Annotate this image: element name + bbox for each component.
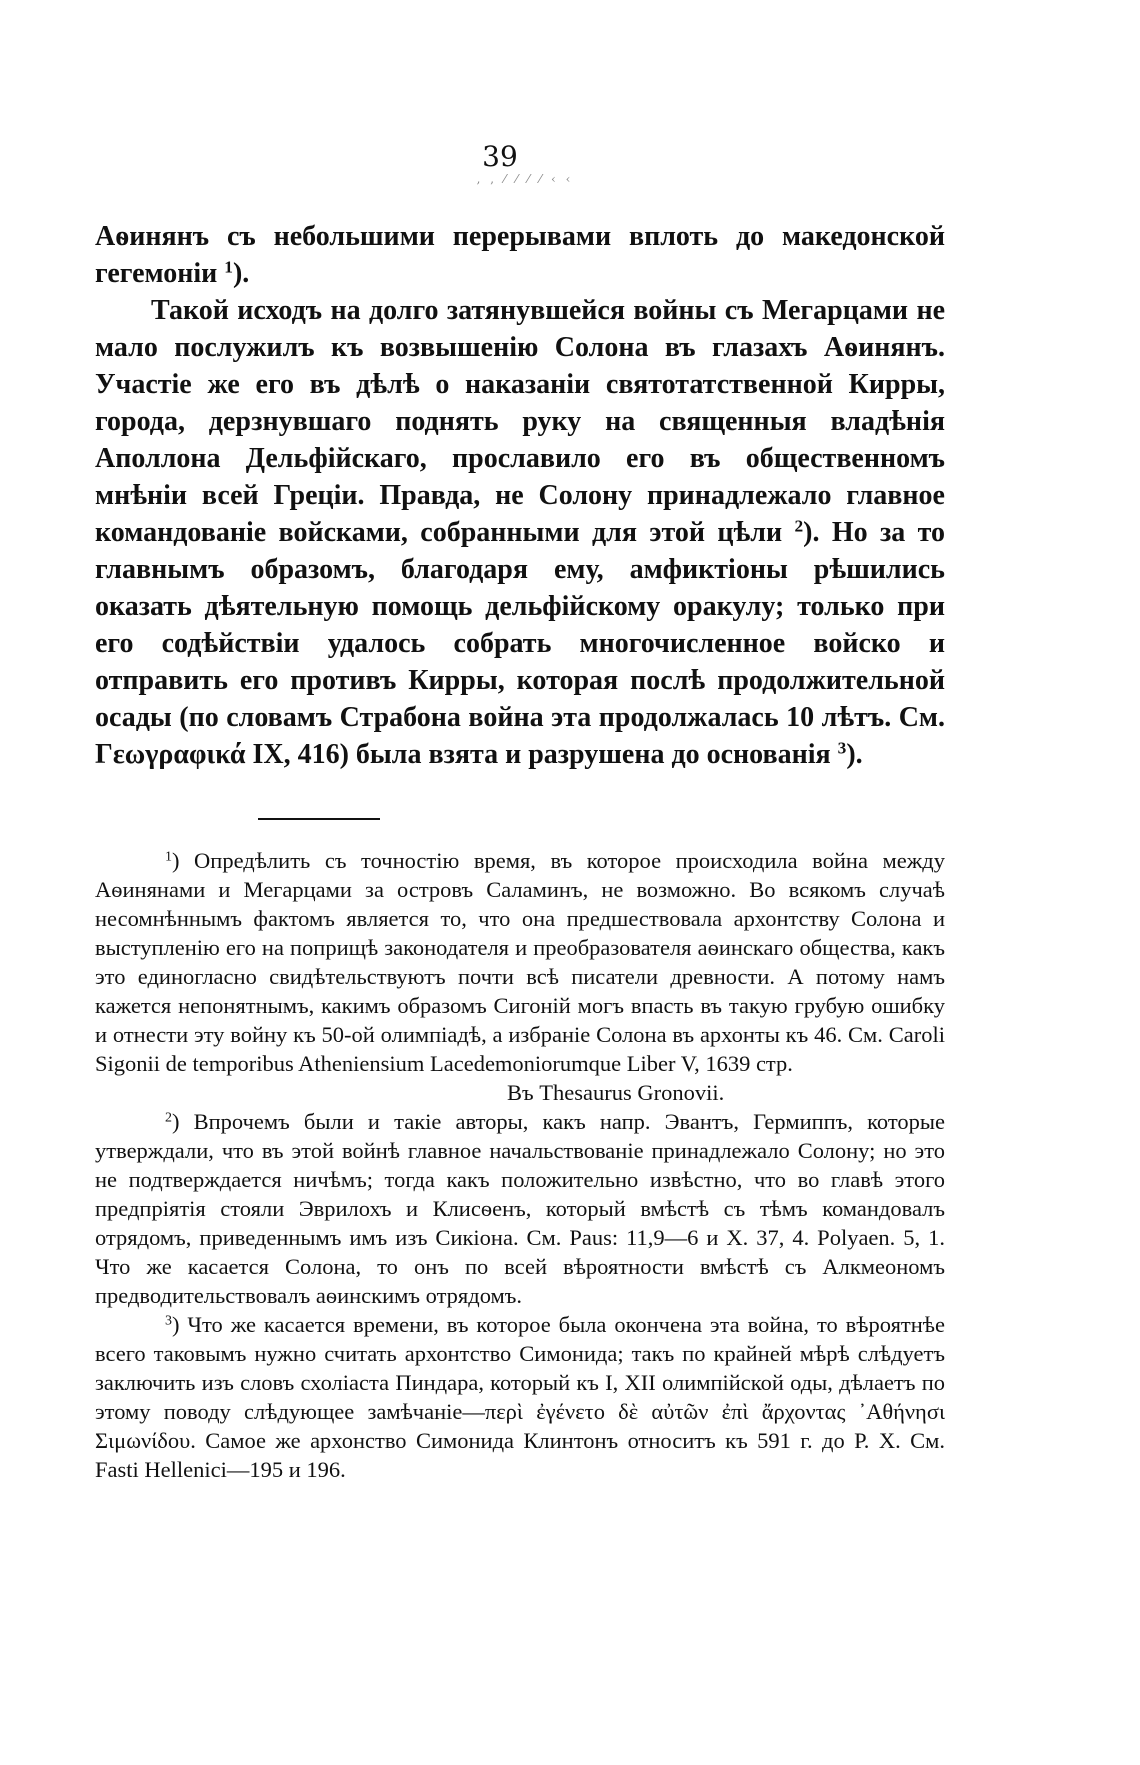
footnote-ref-2: 2 xyxy=(794,516,804,536)
footnote-3-mark: 3 xyxy=(165,1313,172,1329)
page-number-underline: ‚ ‚ ⁄ ⁄ ⁄ ⁄ ‹ ‹ xyxy=(476,172,574,186)
footnote-ref-3: 3 xyxy=(837,738,847,758)
footnote-1-text: ) Опредѣлить съ точностію время, въ которое происходила война между Аѳинянами и Мегарцами за островъ Саламинъ, не возможно. Во всякомъ случаѣ несомнѣннымъ фактомъ является то, что она предшествовала архонтству Солона и выступленію его на поприщѣ законодателя и преобразователя аѳинскаго общества, какъ это единогласно свидѣтельствуютъ почти всѣ писатели древности. А потому намъ кажется непонятнымъ, какимъ образомъ Сигоній могъ впасть въ такую грубую ошибку и отнести эту войну къ 50-ой олимпіадѣ, а избраніе Солона въ архонты къ 46. См. Caroli Sigonii de temporibus Atheniensium Lacedemoniorumque Liber V, 1639 стр. xyxy=(95,848,945,1076)
paragraph-2-text-b: ). Но за то главнымъ образомъ, благодаря ему, амфиктіоны рѣшились оказать дѣятельную помощь дельфійскому оракулу; только при его содѣйствіи удалось собрать многочисленное войско и отправить его противъ Кирры, которая послѣ продолжительной осады (по словамъ Страбона война эта продолжалась 10 лѣтъ. См. Γεωγραφικά IX, 416) была взята и разрушена до основанія xyxy=(95,517,945,770)
footnote-2-mark: 2 xyxy=(165,1110,172,1126)
paragraph-1-text: Аѳинянъ съ небольшими перерывами вплоть до македонской гегемоніи xyxy=(95,221,945,289)
footnote-ref-1: 1 xyxy=(224,257,233,277)
footnotes xyxy=(95,846,945,1484)
footnote-3-text: ) Что же касается времени, въ которое была окончена эта война, то вѣроятнѣе всего таковымъ нужно считать архонтство Симонида; такъ по крайней мѣрѣ слѣдуетъ заключить изъ словъ схоліаста Пиндара, который къ I, XII олимпійской оды, дѣлаетъ по этому поводу слѣдующее замѣчаніе—περὶ ἐγένετο δὲ αὐτῶν ἐπὶ ἄρχοντας ᾿Αθήνησι Σιμωνίδου. Самое же архонство Симонида Клинтонъ относитъ къ 591 г. до Р. Х. См. Fasti Hellenici—195 и 196. xyxy=(95,1312,945,1482)
paragraph-2-text-a: Такой исходъ на долго затянувшейся войны съ Мегарцами не мало послужилъ къ возвышенію Солона въ глазахъ Аѳинянъ. Участіе же его въ дѣлѣ о наказаніи святотатственной Кирры, города, дерзнувшаго поднять руку на священныя владѣнія Аполлона Дельфійскаго, прославило его въ общественномъ мнѣніи всей Греціи. Правда, не Солону принадлежало главное командованіе войсками, собранными для этой цѣли xyxy=(95,295,945,548)
footnote-divider xyxy=(258,818,380,820)
paragraph-2 xyxy=(95,292,945,773)
footnote-2-text: ) Впрочемъ были и такіе авторы, какъ напр. Эвантъ, Гермиппъ, которые утверждали, что въ этой войнѣ главное начальствованіе принадлежало Солону; но это не подтверждается ничѣмъ; тогда какъ положительно извѣстно, что во главѣ этого предпріятія стояли Эврилохъ и Клисѳенъ, который вмѣстѣ съ тѣмъ командовалъ отрядомъ, приведеннымъ имъ изъ Сикіона. См. Paus: 11,9—6 и X. 37, 4. Polyaen. 5, 1. Что же касается Солона, то онъ по всей вѣроятности вмѣстѣ съ Алкмеономъ предводительствовалъ аѳинскимъ отрядомъ. xyxy=(95,1109,945,1308)
paragraph-1 xyxy=(95,218,945,292)
main-text xyxy=(95,218,945,773)
footnote-1 xyxy=(95,846,945,1078)
footnote-1-source: Въ Thesaurus Gronovii. xyxy=(507,1080,725,1105)
page-number: 39 xyxy=(482,140,518,173)
paragraph-1-end: ). xyxy=(232,258,250,289)
footnote-2 xyxy=(95,1107,945,1310)
footnote-3 xyxy=(95,1310,945,1484)
footnote-1-mark: 1 xyxy=(165,849,172,865)
paragraph-2-end: ). xyxy=(846,739,863,770)
